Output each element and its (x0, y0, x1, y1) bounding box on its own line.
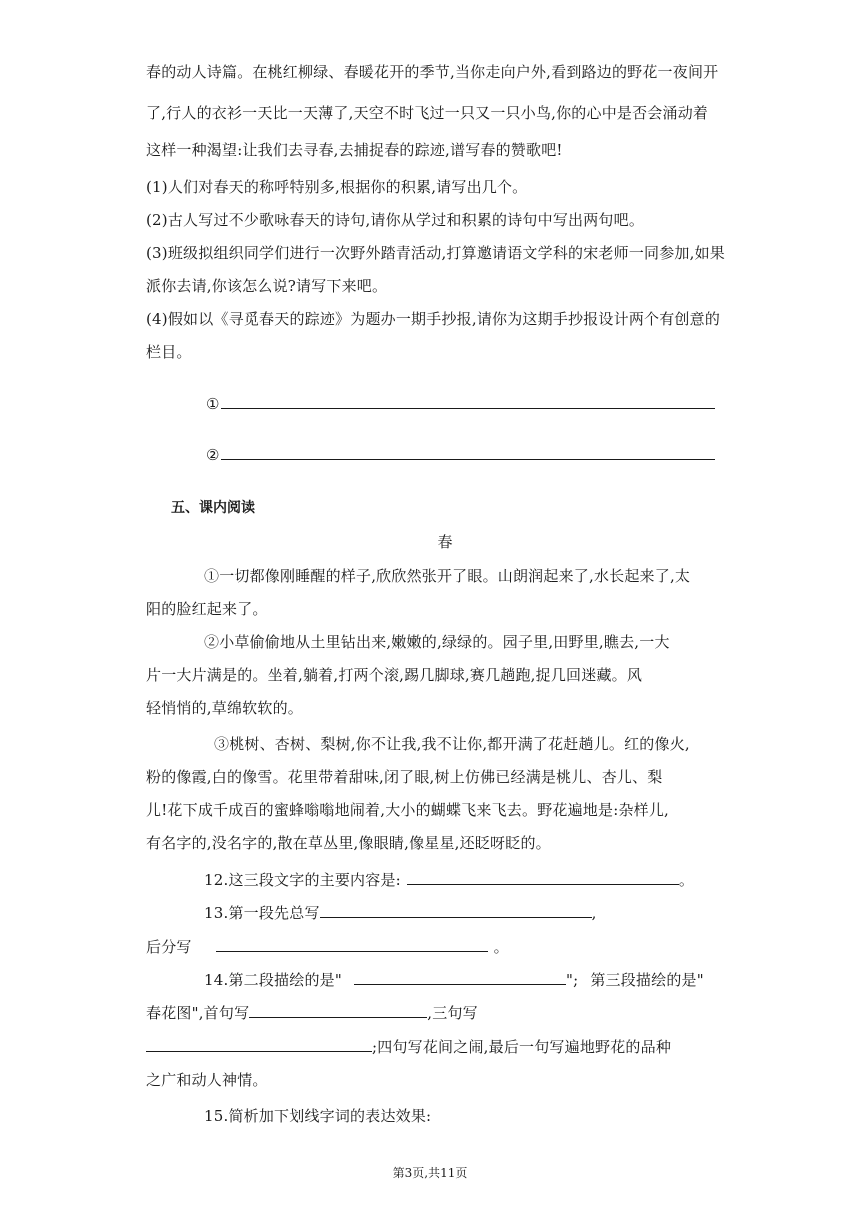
exercise-13-text: 13.第一段先总写 (204, 904, 320, 922)
passage-p3-line-2: 粉的像霞,白的像雪。花里带着甜味,闭了眼,树上仿佛已经满是桃儿、杏儿、梨 (146, 768, 663, 786)
page-footer: 第3页,共11页 (392, 1166, 468, 1180)
intro-line-1: 春的动人诗篇。在桃红柳绿、春暖花开的季节,当你走向户外,看到路边的野花一夜间开 (146, 63, 719, 81)
question-4-line-1: (4)假如以《寻觅春天的踪迹》为题办一期手抄报,请你为这期手抄报设计两个有创意的 (146, 310, 721, 328)
blank-marker: ② (206, 446, 220, 464)
question-3-line-2: 派你去请,你该怎么说?请写下来吧。 (146, 277, 388, 295)
punctuation: , (591, 904, 597, 922)
exercise-14-line-4: 之广和动人神情。 (146, 1071, 268, 1089)
exercise-13-text-2: 后分写 (146, 938, 192, 956)
intro-line-3: 这样一种渴望:让我们去寻春,去捕捉春的踪迹,谱写春的赞歌吧! (146, 141, 563, 159)
exercise-14-text-5: ;四句写花间之闹,最后一句写遍地野花的品种 (372, 1038, 672, 1056)
answer-underline[interactable] (407, 870, 679, 885)
passage-p3-line-3: 儿!花下成千成百的蜜蜂嗡嗡地闹着,大小的蝴蝶飞来飞去。野花遍地是:杂样儿, (146, 801, 670, 819)
answer-underline[interactable] (320, 903, 592, 918)
question-2: (2)古人写过不少歌咏春天的诗句,请你从学过和积累的诗句中写出两句吧。 (146, 211, 645, 229)
exercise-13-line-1 (204, 903, 597, 923)
answer-blank-2[interactable] (206, 445, 715, 465)
passage-title: 春 (437, 533, 453, 551)
blank-marker: ① (206, 395, 220, 413)
intro-line-2: 了,行人的衣衫一天比一天薄了,天空不时飞过一只又一只小鸟,你的心中是否会涌动着 (146, 104, 709, 122)
exercise-14-line-3 (146, 1037, 671, 1057)
answer-underline[interactable] (221, 394, 715, 409)
question-4-line-2: 栏目。 (146, 343, 192, 361)
question-3-line-1: (3)班级拟组织同学们进行一次野外踏青活动,打算邀请语文学科的宋老师一同参加,如果 (146, 244, 725, 262)
answer-underline[interactable] (146, 1037, 372, 1052)
exercise-14-line-1 (204, 970, 704, 990)
passage-p1-line-1: ①一切都像刚睡醒的样子,欣欣然张开了眼。山朗润起来了,水长起来了,太 (204, 567, 691, 585)
question-1: (1)人们对春天的称呼特别多,根据你的积累,请写出几个。 (146, 178, 528, 196)
passage-p2-line-3: 轻悄悄的,草绵软软的。 (146, 699, 303, 717)
answer-underline[interactable] (249, 1003, 427, 1018)
punctuation: "; (565, 971, 579, 989)
punctuation: 。 (493, 938, 509, 956)
exercise-12-text: 12.这三段文字的主要内容是: (204, 871, 401, 889)
exercise-14-text-3: 春花图",首句写 (146, 1004, 250, 1022)
passage-p3-line-1: ③桃树、杏树、梨树,你不让我,我不让你,都开满了花赶趟儿。红的像火, (214, 735, 690, 753)
answer-underline[interactable] (216, 937, 488, 952)
exercise-14-line-2 (146, 1003, 478, 1023)
exercise-12 (204, 870, 694, 890)
answer-underline[interactable] (221, 445, 715, 460)
exercise-14-text-2: 第三段描绘的是" (590, 971, 704, 989)
passage-p3-line-4: 有名字的,没名字的,散在草丛里,像眼睛,像星星,还眨呀眨的。 (146, 834, 551, 852)
exercise-13-line-2 (146, 937, 509, 957)
passage-p2-line-2: 片一大片满是的。坐着,躺着,打两个滚,踢几脚球,赛几趟跑,捉几回迷藏。风 (146, 666, 643, 684)
exercise-14-text: 14.第二段描绘的是" (204, 971, 342, 989)
answer-underline[interactable] (354, 970, 566, 985)
punctuation: 。 (678, 871, 695, 889)
exercise-15: 15.简析加下划线字词的表达效果: (204, 1107, 432, 1125)
section-heading: 五、课内阅读 (171, 500, 255, 516)
answer-blank-1[interactable] (206, 394, 715, 414)
passage-p1-line-2: 阳的脸红起来了。 (146, 600, 268, 618)
passage-p2-line-1: ②小草偷偷地从土里钻出来,嫩嫩的,绿绿的。园子里,田野里,瞧去,一大 (204, 633, 670, 651)
exercise-14-text-4: ,三句写 (427, 1004, 478, 1022)
